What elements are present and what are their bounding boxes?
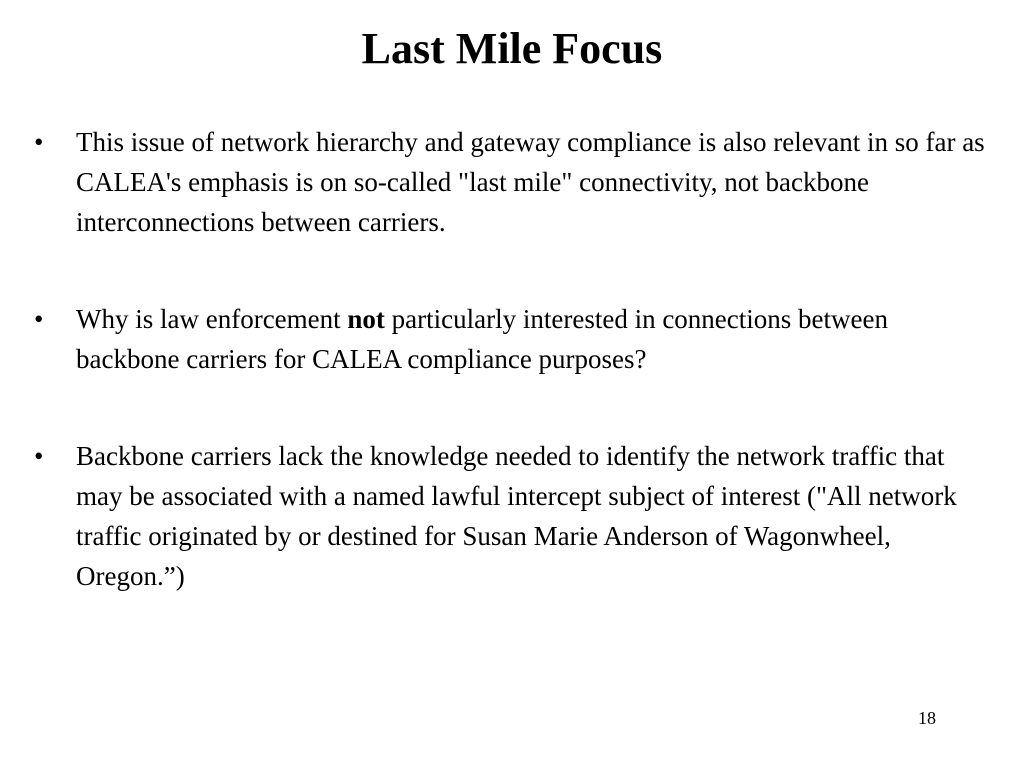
bullet-text-2-bold: not bbox=[347, 304, 385, 334]
page-number: 18 bbox=[918, 708, 936, 728]
bullet-item-1 bbox=[34, 122, 994, 242]
bullet-icon: • bbox=[34, 304, 44, 334]
bullet-text-3: Backbone carriers lack the knowledge needed to identify the network traffic that may be associated with a named lawful intercept subject of interest ("All network traffic originated by or destined for Susan Marie Anderson of Wagonwheel, Oregon.”) bbox=[76, 441, 957, 591]
slide-title: Last Mile Focus bbox=[361, 24, 663, 73]
bullet-item-2 bbox=[34, 299, 994, 379]
bullet-icon: • bbox=[34, 441, 44, 471]
bullet-item-3 bbox=[34, 436, 994, 596]
bullet-text-2-before: Why is law enforcement bbox=[76, 304, 348, 334]
bullet-list bbox=[34, 122, 994, 653]
bullet-text-1: This issue of network hierarchy and gateway compliance is also relevant in so far as CALEA's emphasis is on so-called "last mile" connectivity, not backbone interconnections between carriers. bbox=[76, 127, 985, 237]
bullet-icon: • bbox=[34, 127, 44, 157]
bullet-text-2-after: particularly interested in connections between backbone carriers for CALEA compliance purposes? bbox=[76, 304, 888, 374]
bullet-text-2 bbox=[76, 299, 994, 379]
